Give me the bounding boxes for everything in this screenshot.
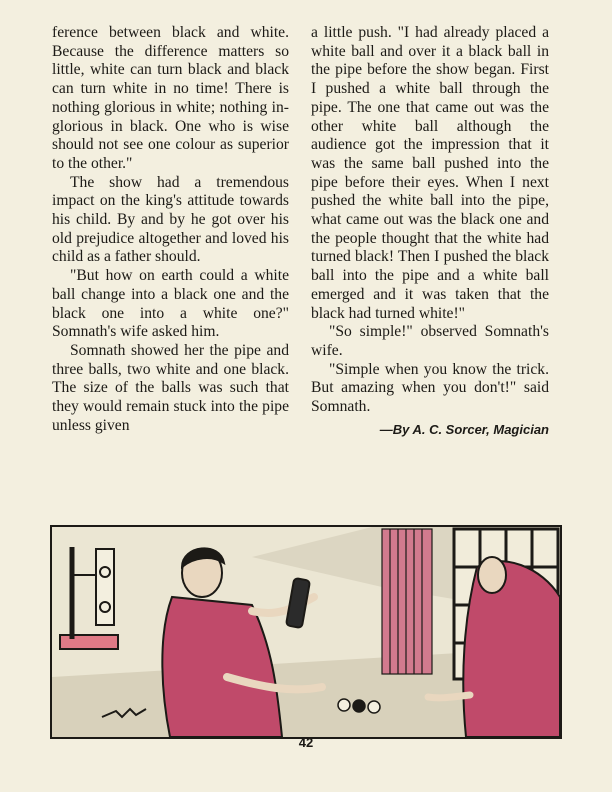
paragraph: a little push. "I had already placed a white ball and over it a black ball in the pipe before the show began. First I pushed a white ball through the pipe. The one that came out was the other white ball although the audience got the impression that it was the same ball pushed into the pipe before their eyes. When I next pushed the white ball into the pipe, what came out was the black one and the people thought that the white had turned black! Then I pushed the black ball into the pipe and a white ball emerged and it was taken that the black had turned white!" — [311, 24, 549, 322]
paragraph: "So simple!" observed Somnath's wife. — [311, 323, 549, 359]
left-text-column — [52, 24, 289, 435]
paragraph: ference between black and white. Because the difference matters so little, white can turn black and black can turn white in no time! There is nothing glorious in white; nothing in-glorious in black. One who is wise should not see one colour as superior to the other." — [52, 24, 289, 172]
paragraph: "But how on earth could a white ball change into a black one and the black one into a white one?" Somnath's wife asked him. — [52, 267, 289, 341]
page-number: 42 — [298, 735, 314, 750]
magician-scene-drawing — [52, 527, 560, 737]
story-illustration — [50, 525, 562, 739]
paragraph: Somnath showed her the pipe and three balls, two white and one black. The size of the balls was such that they would remain stuck into the pipe unless given — [52, 341, 289, 434]
right-text-column — [311, 24, 549, 439]
curtain — [382, 529, 432, 674]
three-balls — [338, 699, 380, 713]
paragraph: The show had a tremendous impact on the king's attitude towards his child. By and by he got over his old prejudice altogether and loved his child as a father should. — [52, 173, 289, 266]
author-byline: —By A. C. Sorcer, Magician — [379, 421, 549, 437]
paragraph: "Simple when you know the trick. But amazing when you don't!" said Somnath. — [311, 360, 549, 416]
